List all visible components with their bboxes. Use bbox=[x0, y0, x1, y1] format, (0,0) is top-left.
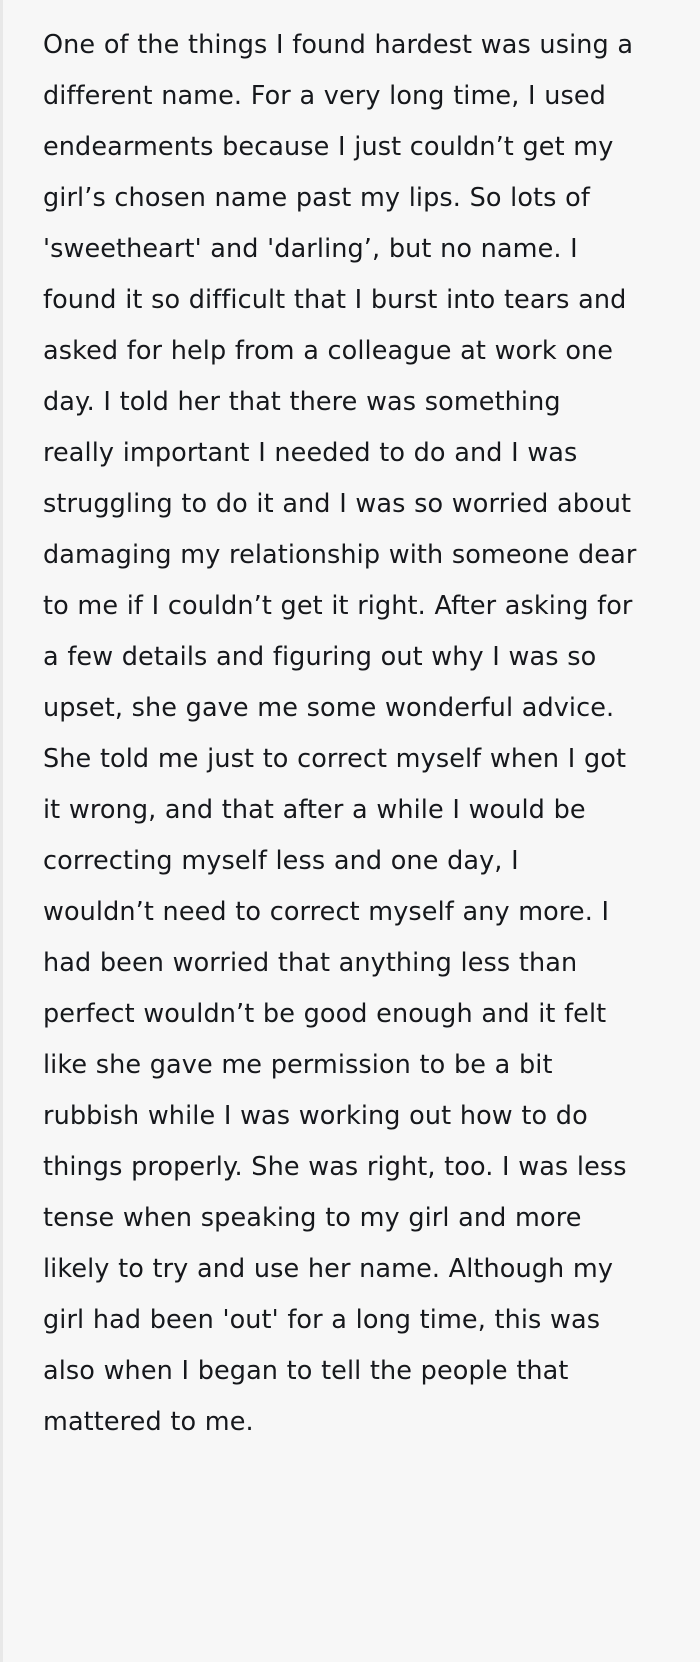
paragraph: One of the things I found hardest was using a different name. For a very long time, I used endearments because I just couldn’t get my girl’s chosen name past my lips. So lots of 'sweetheart' and 'darling’, but no name. I found it so difficult that I burst into tears and asked for help from a colleague at work one day. I told her that there was something really important I needed to do and I was struggling to do it and I was so worried about damaging my relationship with someone dear to me if I couldn’t get it right. After asking for a few details and figuring out why I was so upset, she gave me some wonderful advice. She told me just to correct myself when I got it wrong, and that after a while I would be correcting myself less and one day, I wouldn’t need to correct myself any more. I had been worried that anything less than perfect wouldn’t be good enough and it felt like she gave me permission to be a bit rubbish while I was working out how to do things properly. She was right, too. I was less tense when speaking to my girl and more likely to try and use her name. Although my girl had been 'out' for a long time, this was also when I began to tell the people that mattered to me. bbox=[43, 30, 637, 1437]
